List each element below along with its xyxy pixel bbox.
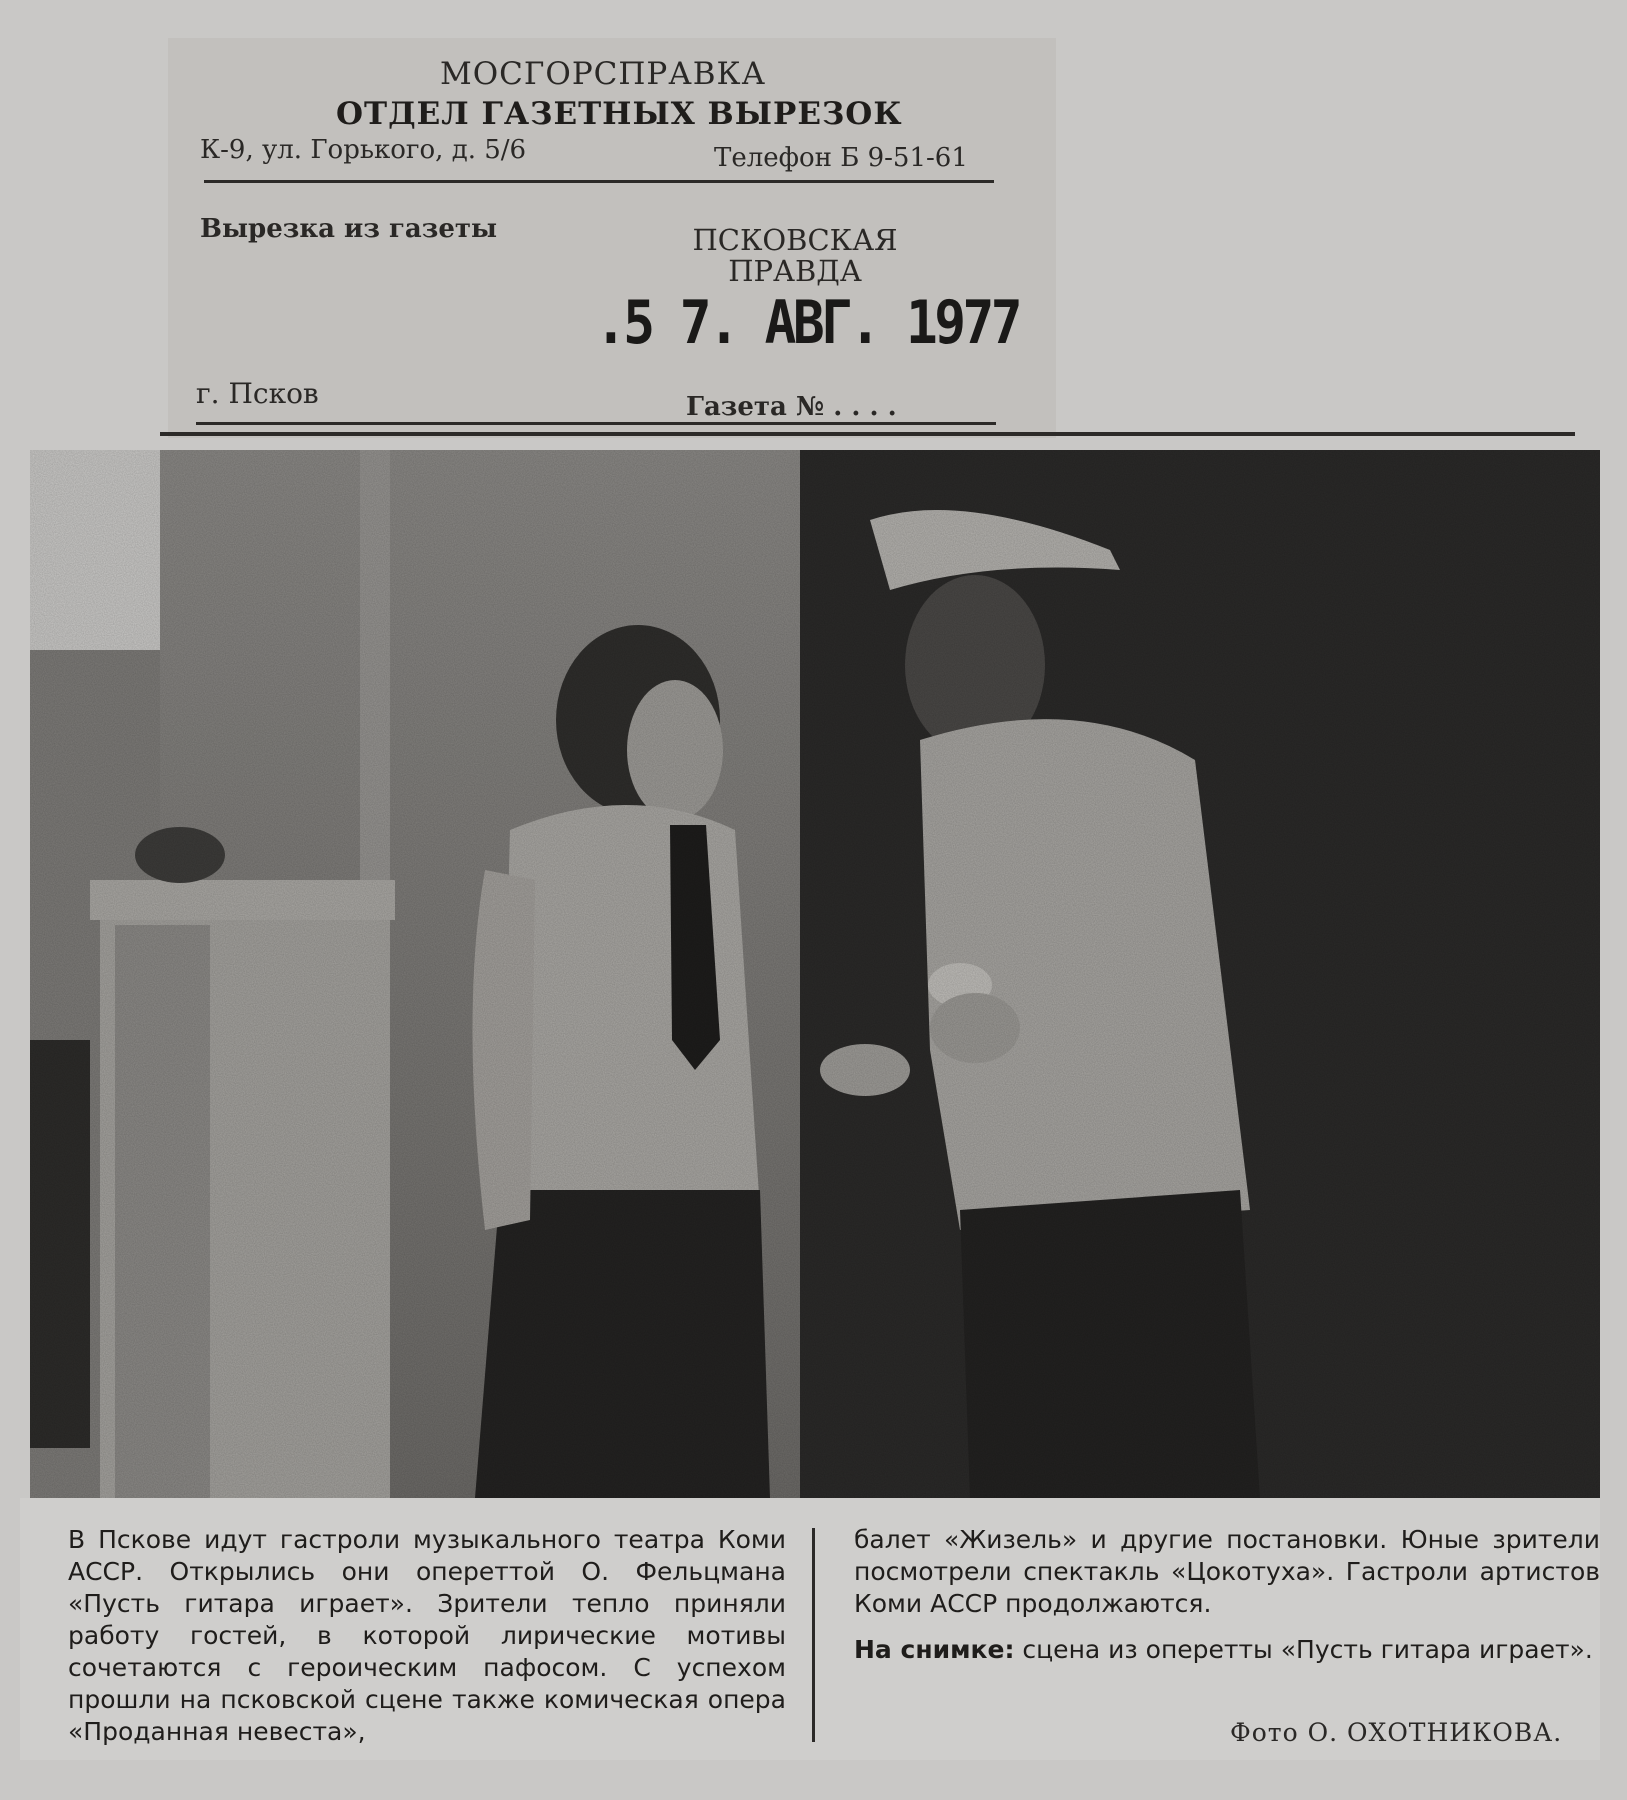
city: г. Псков (196, 377, 319, 410)
newspaper-name (680, 225, 910, 287)
date-stamp: .5 7. АВГ. 1977 (595, 288, 1020, 358)
caption-box (20, 1498, 1600, 1760)
photo-credit: Фото О. ОХОТНИКОВА. (1230, 1718, 1563, 1747)
caption-left-column: В Пскове идут гастроли музыкального театра Коми АССР. Открылись они опереттой О. Фельцмана «Пусть гитара играет». Зрители тепло приняли работу гостей, в которой лирические мотивы сочетаются с героическим пафосом. С успехом прошли на псковской сцене также комическая опера «Проданная невеста», (68, 1525, 786, 1746)
department-name: ОТДЕЛ ГАЗЕТНЫХ ВЫРЕЗОК (336, 96, 903, 132)
header-divider (204, 180, 994, 183)
caption-right-text: балет «Жизель» и другие постановки. Юные зрители посмотрели спектакль «Цокотуха». Гастроли артистов Коми АССР продолжаются. (854, 1525, 1600, 1618)
newspaper-name-line2: ПРАВДА (728, 254, 862, 288)
clipping-top-rule (160, 432, 1575, 436)
photo-label: На снимке: (854, 1635, 1015, 1664)
header-bottom-rule (196, 422, 996, 425)
clip-label: Вырезка из газеты (200, 214, 498, 244)
photo-description (854, 1634, 1600, 1666)
photo-grain (30, 450, 1600, 1498)
org-name: МОСГОРСПРАВКА (440, 56, 767, 92)
stage-photo-image (30, 450, 1600, 1498)
phone: Телефон Б 9-51-61 (714, 143, 968, 173)
issue-number: Газета № . . . . (686, 392, 897, 422)
column-divider (812, 1528, 815, 1742)
address: К-9, ул. Горького, д. 5/6 (200, 135, 527, 165)
photo-desc: сцена из оперетты «Пусть гитара играет». (1022, 1635, 1593, 1664)
newspaper-name-line1: ПСКОВСКАЯ (692, 223, 898, 257)
caption-right-column (854, 1524, 1600, 1666)
stage-photo (30, 450, 1600, 1498)
